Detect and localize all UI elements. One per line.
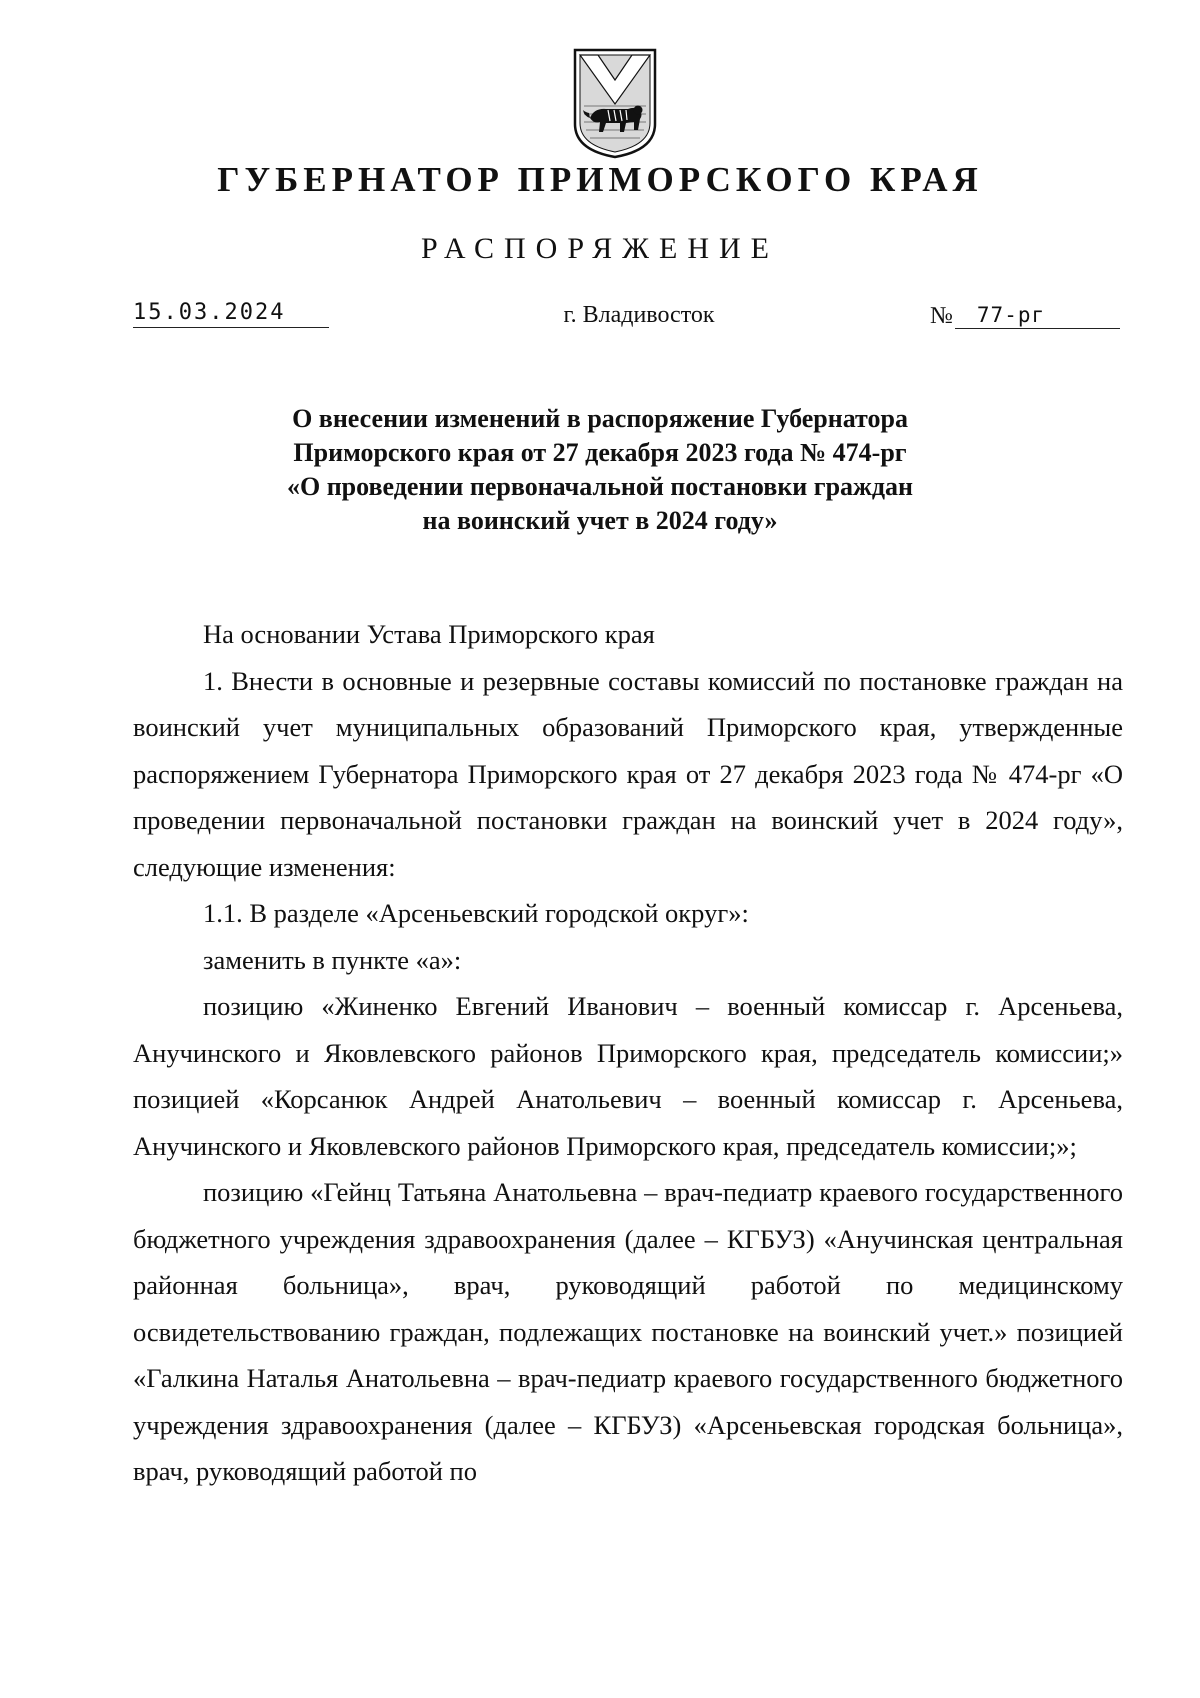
subject-line: О внесении изменений в распоряжение Губернатора bbox=[292, 404, 908, 433]
body-paragraph: 1. Внести в основные и резервные составы комиссий по постановке граждан на воинский учет муниципальных образований Приморского края, утвержденные распоряжением Губернатора Приморского края от 27 декабря 2023 года № 474-рг «О проведении первоначальной постановки граждан на воинский учет в 2024 году», следующие изменения: bbox=[133, 665, 1123, 882]
body-paragraph: позицию «Гейнц Татьяна Анатольевна – врач-педиатр краевого государственного бюджетного учреждения здравоохранения (далее – КГБУЗ) «Анучинская центральная районная больница», врач, руководящий работой по медицинскому освидетельствованию граждан, подлежащих постановке на воинский учет.» позицией «Галкина Наталья Анатольевна – врач-педиатр краевого государственного бюджетного учреждения здравоохранения (далее – КГБУЗ) «Арсеньевская городская больница», врач, руководящий работой по bbox=[133, 1177, 1123, 1486]
body-paragraph: 1.1. В разделе «Арсеньевский городской округ»: bbox=[203, 898, 749, 928]
number-value: 77-рг bbox=[955, 302, 1120, 329]
subject-line: на воинский учет в 2024 году» bbox=[422, 506, 778, 535]
document-city: г. Владивосток bbox=[563, 302, 715, 328]
document-date: 15.03.2024 bbox=[133, 300, 329, 328]
issuer-title: ГУБЕРНАТОР ПРИМОРСКОГО КРАЯ bbox=[217, 160, 983, 199]
body-paragraph: позицию «Жиненко Евгений Иванович – военный комиссар г. Арсеньева, Анучинского и Яковлевского районов Приморского края, председатель комиссии;» позицией «Корсанюк Андрей Анатольевич – военный комиссар г. Арсеньева, Анучинского и Яковлевского районов Приморского края, председатель комиссии;»; bbox=[133, 991, 1123, 1161]
body-paragraph: На основании Устава Приморского края bbox=[203, 619, 655, 649]
coat-of-arms-icon bbox=[570, 46, 660, 160]
subject-line: «О проведении первоначальной постановки граждан bbox=[286, 472, 914, 501]
body-paragraph: заменить в пункте «а»: bbox=[203, 944, 462, 975]
document-number bbox=[930, 302, 1120, 329]
document-subject bbox=[0, 402, 1200, 538]
document-type: РАСПОРЯЖЕНИЕ bbox=[420, 232, 780, 265]
document-body bbox=[133, 611, 1123, 1495]
subject-line: Приморского края от 27 декабря 2023 года № 474-рг bbox=[293, 438, 907, 467]
number-sign: № bbox=[930, 303, 953, 329]
